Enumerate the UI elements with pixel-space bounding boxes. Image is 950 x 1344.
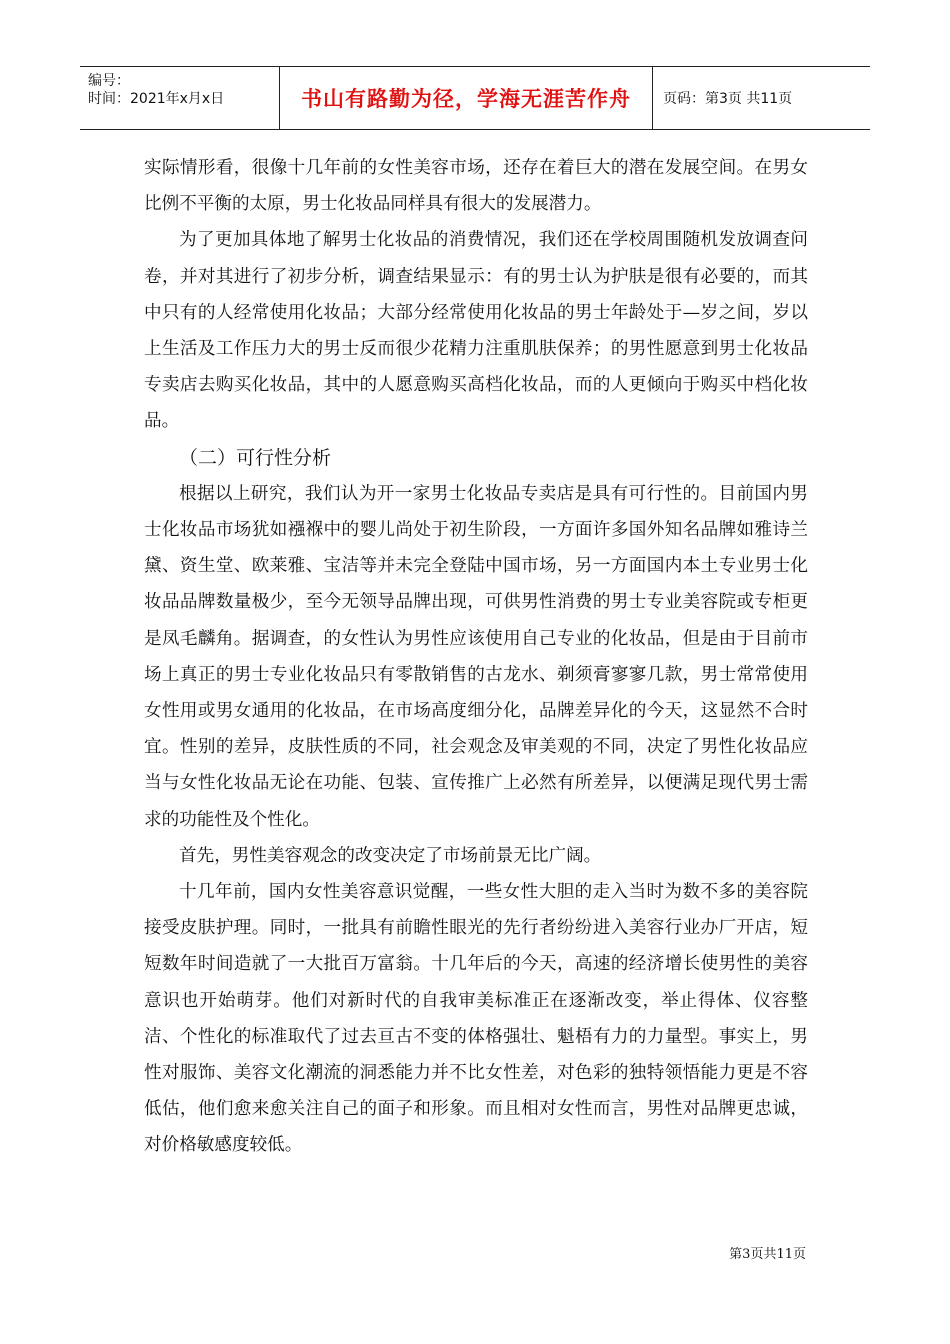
header-page-label: 页码：第3页 共11页	[663, 91, 793, 107]
header-meta	[80, 67, 280, 129]
page-header	[80, 66, 870, 130]
document-body	[144, 150, 808, 1164]
paragraph-feasibility: 根据以上研究，我们认为开一家男士化妆品专卖店是具有可行性的。目前国内男士化妆品市场犹如襁褓中的婴儿尚处于初生阶段，一方面许多国外知名品牌如雅诗兰黛、资生堂、欧莱雅、宝洁等并未完全登陆中国市场，另一方面国内本土专业男士化妆品品牌数量极少，至今无领导品牌出现，可供男性消费的男士专业美容院或专柜更是凤毛麟角。据调查，的女性认为男性应该使用自己专业的化妆品，但是由于目前市场上真正的男士专业化妆品只有零散销售的古龙水、剃须膏寥寥几款，男士常常使用女性用或男女通用的化妆品，在市场高度细分化，品牌差异化的今天，这显然不合时宜。性别的差异，皮肤性质的不同，社会观念及审美观的不同，决定了男性化妆品应当与女性化妆品无论在功能、包装、宣传推广上必然有所差异，以便满足现代男士需求的功能性及个性化。	[144, 483, 808, 830]
paragraph-first-point: 首先，男性美容观念的改变决定了市场前景无比广阔。	[179, 845, 602, 866]
motto: 书山有路勤为径，学海无涯苦作舟	[280, 67, 653, 129]
number-label: 编号：	[88, 73, 130, 89]
paragraph-survey: 为了更加具体地了解男士化妆品的消费情况，我们还在学校周围随机发放调查问卷，并对其进行了初步分析，调查结果显示：有的男士认为护肤是很有必要的，而其中只有的人经常使用化妆品；大部分经常使用化妆品的男士年龄处于—岁之间，岁以上生活及工作压力大的男士反而很少花精力注重肌肤保养；的男性愿意到男士化妆品专卖店去购买化妆品，其中的人愿意购买高档化妆品，而的人更倾向于购买中档化妆品。	[144, 230, 808, 432]
page-footer: 第3页共11页	[729, 1247, 806, 1262]
date-label: 时间：2021年x月x日	[88, 91, 225, 107]
paragraph-history: 十几年前，国内女性美容意识觉醒，一些女性大胆的走入当时为数不多的美容院接受皮肤护理。同时，一批具有前瞻性眼光的先行者纷纷进入美容行业办厂开店，短短数年时间造就了一大批百万富翁。十几年后的今天，高速的经济增长使男性的美容意识也开始萌芽。他们对新时代的自我审美标准正在逐渐改变，举止得体、仪容整洁、个性化的标准取代了过去亘古不变的体格强壮、魁梧有力的力量型。事实上，男性对服饰、美容文化潮流的洞悉能力并不比女性差，对色彩的独特领悟能力更是不容低估，他们愈来愈关注自己的面子和形象。而且相对女性而言，男性对品牌更忠诚，对价格敏感度较低。	[144, 882, 808, 1156]
paragraph-continued: 实际情形看，很像十几年前的女性美容市场，还存在着巨大的潜在发展空间。在男女比例不平衡的太原，男士化妆品同样具有很大的发展潜力。	[144, 158, 808, 215]
section-heading: （二）可行性分析	[179, 446, 332, 469]
